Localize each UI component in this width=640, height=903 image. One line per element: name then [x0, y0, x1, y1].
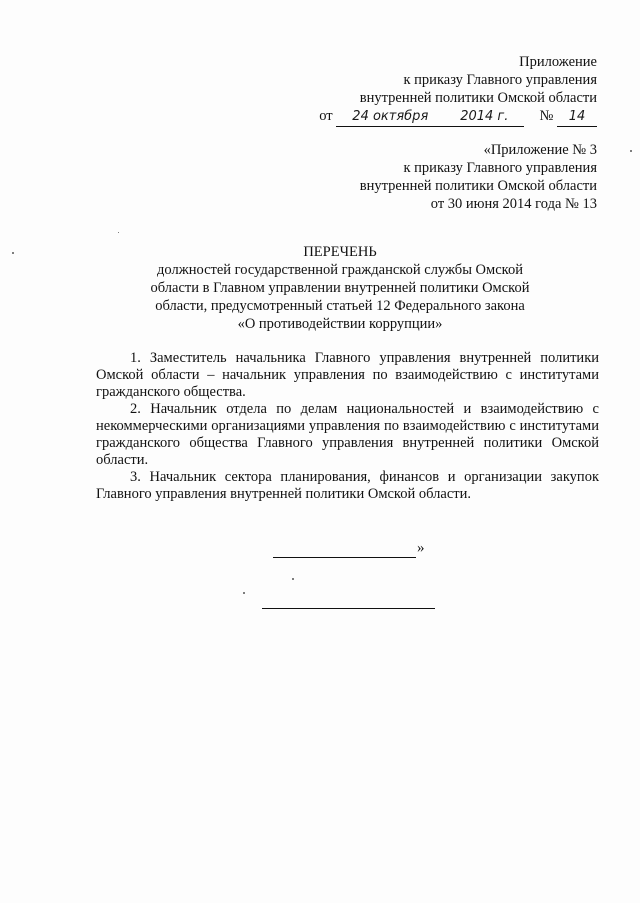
- order-reference: к приказу Главного управления: [403, 72, 597, 88]
- list-item-3: 3. Начальник сектора планирования, финансов и организации закупок Главного управления внутренней политики Омской области.: [96, 469, 599, 502]
- order-reference-2: к приказу Главного управления: [403, 160, 597, 176]
- appendix-label: Приложение: [519, 54, 597, 70]
- appendix-header: [319, 53, 597, 127]
- order-date-line: [319, 107, 597, 127]
- appendix-3-label: «Приложение № 3: [483, 142, 597, 158]
- handwritten-number: 14: [557, 108, 597, 127]
- positions-list: [96, 350, 599, 503]
- document-title: [40, 243, 640, 333]
- scan-speck: [118, 232, 119, 233]
- closing-quote: »: [417, 540, 425, 556]
- appendix-3-header: [360, 141, 597, 213]
- from-prefix: от: [319, 108, 333, 124]
- handwritten-date: 24 октября: [336, 108, 444, 127]
- signature-line-2: [262, 608, 435, 609]
- list-item-1: 1. Заместитель начальника Главного управления внутренней политики Омской области – начальник управления по взаимодействию с институтами гражданского общества.: [96, 350, 599, 400]
- signature-line-1: [273, 557, 416, 558]
- title-line-4: «О противодействии коррупции»: [237, 316, 443, 332]
- scan-speck: [12, 252, 14, 254]
- department-name: внутренней политики Омской области: [359, 90, 597, 106]
- scan-speck: [630, 150, 632, 152]
- title-line-1: должностей государственной гражданской службы Омской: [157, 262, 523, 278]
- list-item-2: 2. Начальник отдела по делам национальностей и взаимодействию с некоммерческими организациями управления по взаимодействию с институтами гражданского общества Главного управления внутренней политики Омской области.: [96, 401, 599, 468]
- department-name-2: внутренней политики Омской области: [359, 178, 597, 194]
- title-line-3: области, предусмотренный статьей 12 Федерального закона: [155, 298, 525, 314]
- title-line-2: области в Главном управлении внутренней политики Омской: [150, 280, 530, 296]
- title-heading: ПЕРЕЧЕНЬ: [303, 244, 377, 260]
- handwritten-year: 2014 г.: [444, 108, 524, 127]
- number-sign: №: [539, 108, 554, 124]
- scan-speck: [243, 592, 245, 594]
- original-order-date: от 30 июня 2014 года № 13: [430, 196, 597, 212]
- scan-speck: [292, 578, 294, 580]
